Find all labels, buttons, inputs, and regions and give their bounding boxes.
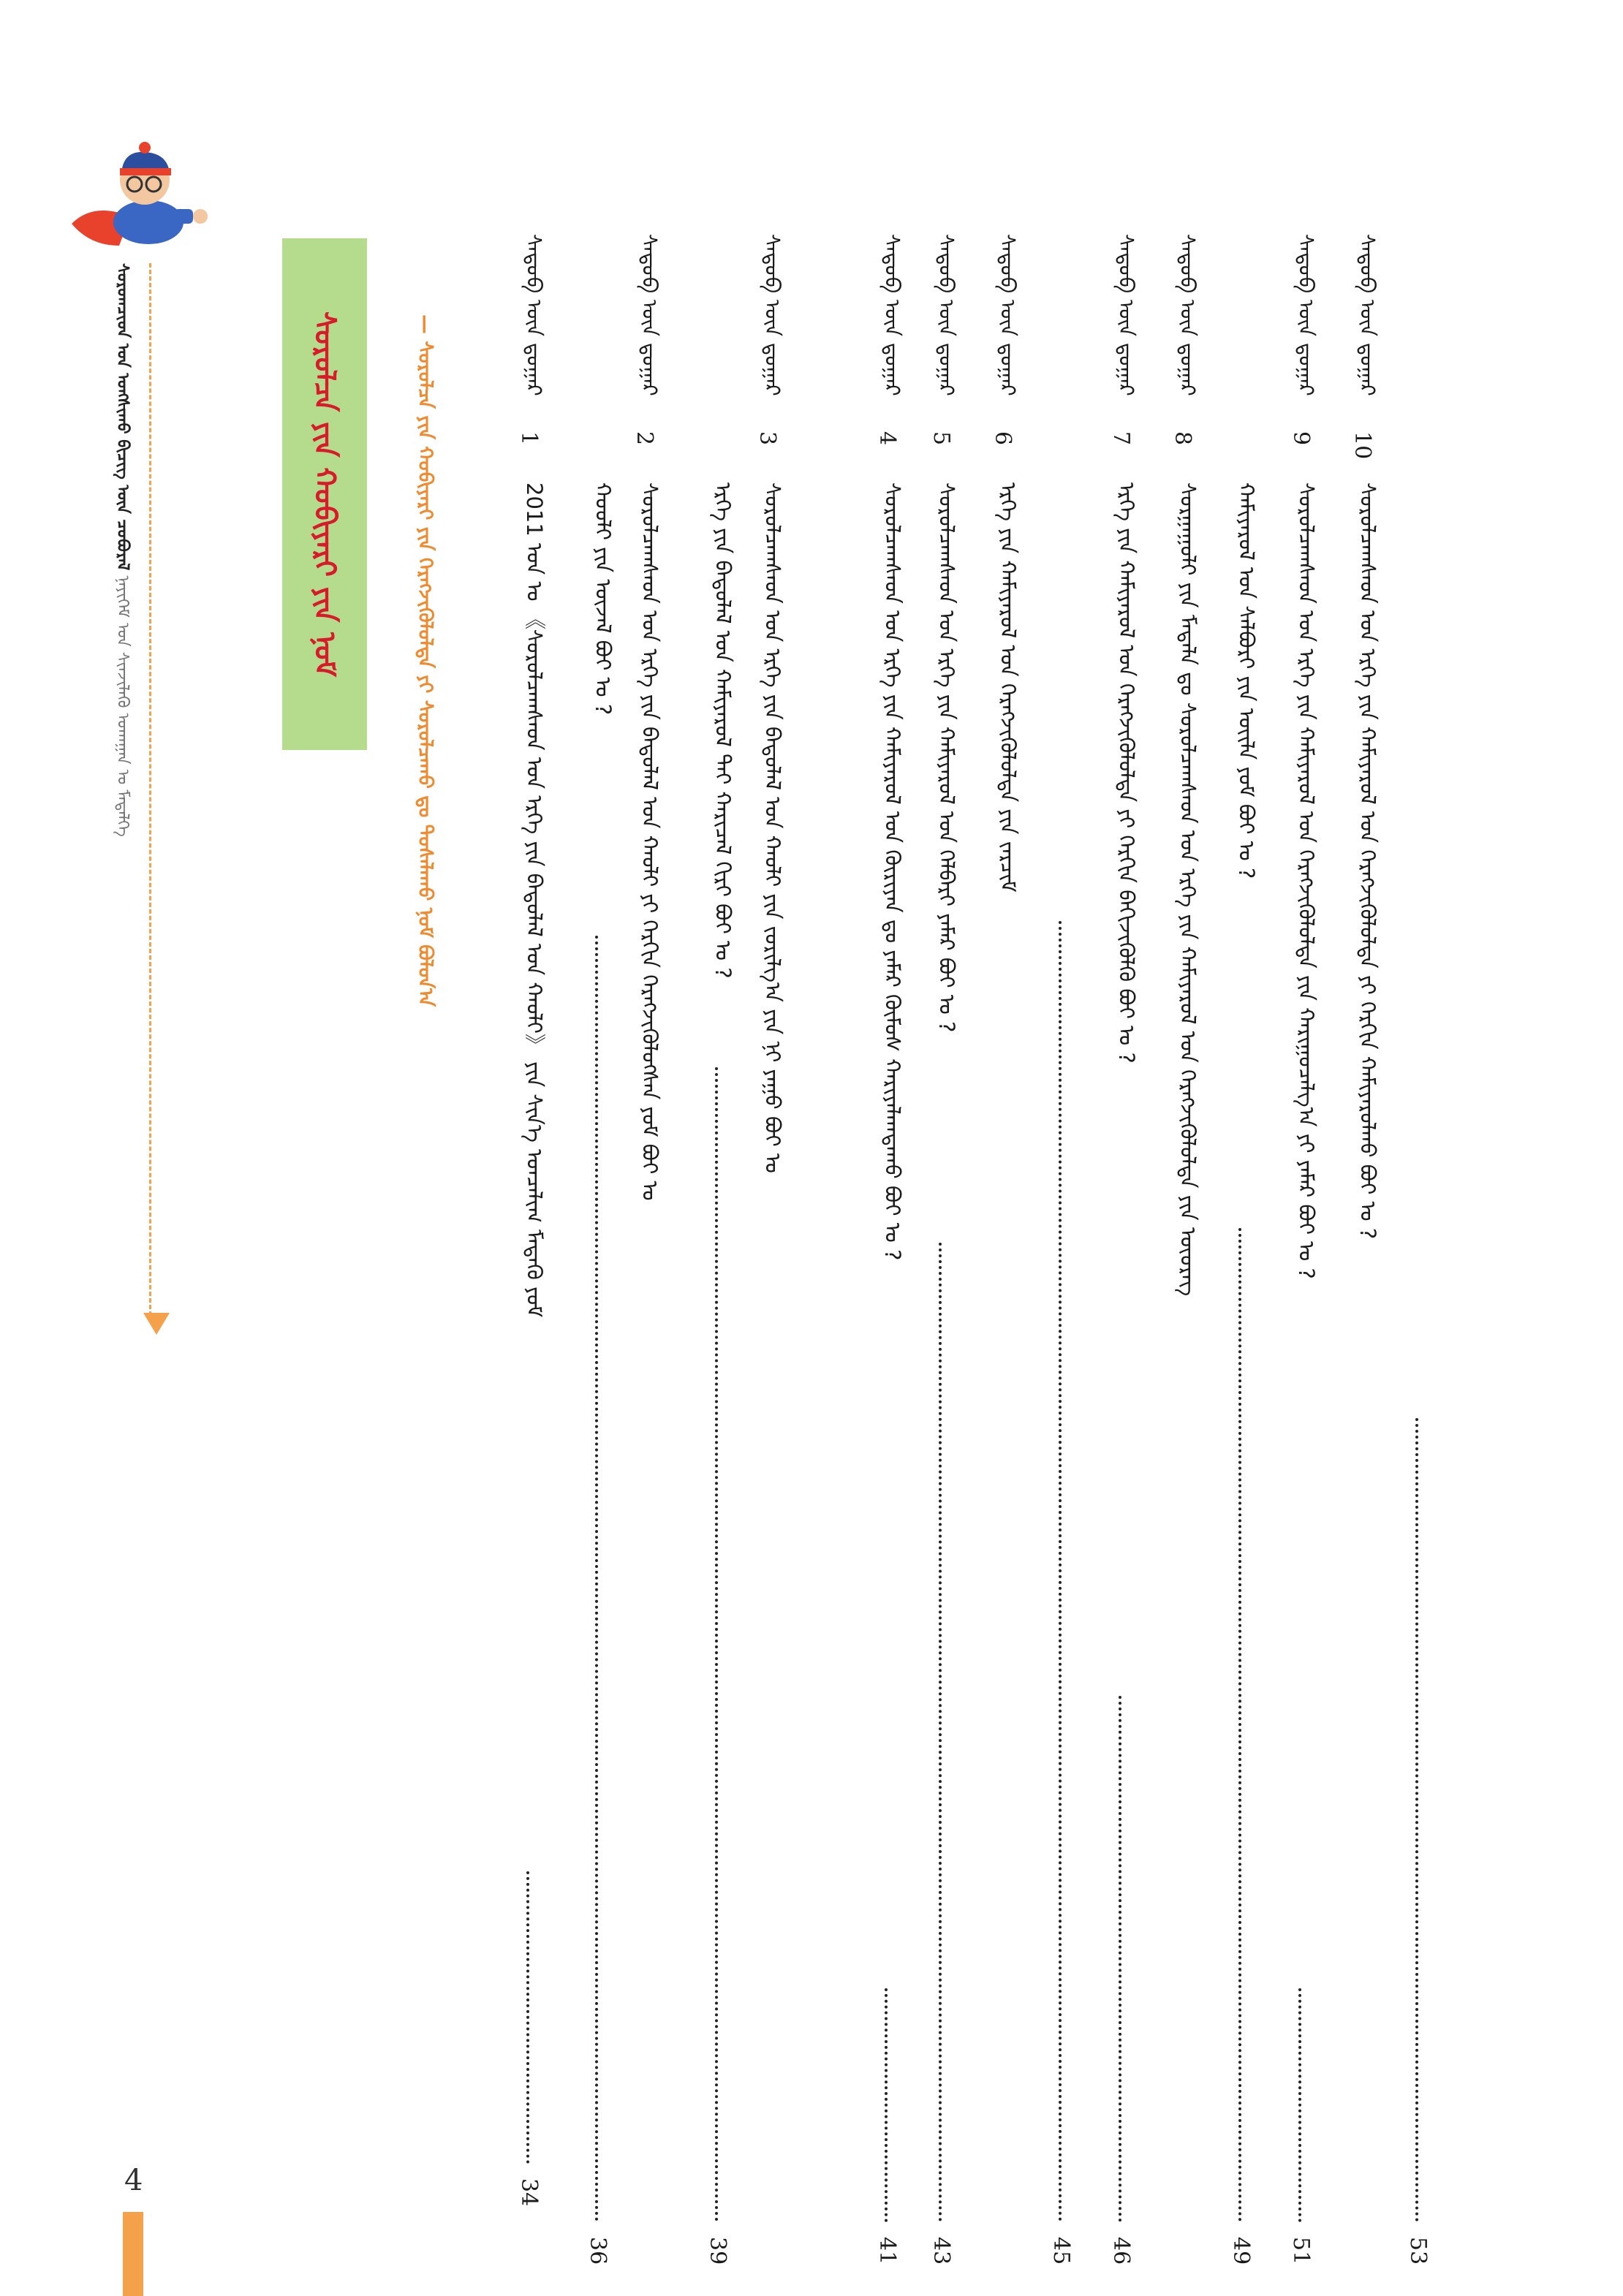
dot-leader — [1238, 1228, 1241, 2222]
entry-page: 39 — [705, 2237, 730, 2265]
entry-label: ᠰᠡᠳᠦᠪ ᠦᠨ ᠳ᠋ᠤᠭᠠᠷ — [880, 234, 904, 396]
entry-number: 2 — [632, 431, 657, 446]
entry-page: 41 — [874, 2237, 900, 2265]
entry-title: ᠰᠤᠷᠤᠯᠴᠠᠭᠰᠠᠳ ᠤᠨ ᠡᠷᠬᠡ ᠶᠢᠨ ᠬᠠᠮᠢᠶᠠᠷᠤᠯ ᠤᠨ ᠬᠡᠯᠪᠡᠷᠢ ᠶᠠᠮᠠᠷ ᠪᠤᠢ ᠤ ? — [934, 482, 959, 1033]
entry-title: ᠰᠤᠷᠤᠯᠴᠠᠭᠰᠠᠳ ᠤᠨ ᠡᠷᠬᠡ ᠶᠢᠨ ᠬᠠᠮᠢᠶᠠᠷᠤᠯ ᠤᠨ ᠬᠦᠷᠢᠶᠡᠨ ᠳᠤ ᠶᠠᠮᠠᠷ ᠬᠦᠮᠦᠰ ᠬᠠᠷᠢᠶᠠᠯᠠᠭᠳᠠᠬᠤ ᠪᠤᠢ ᠤ ? — [880, 482, 905, 1261]
dot-leader — [715, 1067, 718, 2222]
toc-entry-6[interactable] — [990, 234, 1021, 2076]
dot-leader — [526, 1871, 529, 2164]
entry-page: 51 — [1288, 2237, 1314, 2265]
section-subtitle: — ᠰᠤᠷᠤᠯᠴᠠ ᠶᠢᠨ ᠬᠤᠪᠢᠶᠠᠷᠢ ᠶᠢᠨ ᠬᠡᠷᠡᠭᠵᠢᠬᠦᠯᠦᠯᠲᠡ ᠶᠢ ᠰᠤᠷᠤᠯᠴᠠᠬᠤ ᠳᠤ ᠲᠤᠰᠠᠯᠠᠬᠤ ᠨᠤᠮ ᠪᠤᠯᠤᠨ᠎ᠠ — [414, 314, 436, 1007]
toc-entry-10-leader[interactable] — [1405, 234, 1436, 2265]
toc-entry-7[interactable] — [1108, 234, 1139, 2265]
dot-leader — [1119, 1696, 1121, 2222]
entry-number: 5 — [928, 431, 954, 446]
entry-title: ᠰᠤᠷᠭᠠᠭᠤᠯᠢ ᠶᠢᠨ ᠮᠡᠳᠡᠯᠡ ᠳᠤ ᠰᠤᠷᠤᠯᠴᠠᠭᠰᠠᠳ ᠤᠨ ᠡᠷᠬᠡ ᠶᠢᠨ ᠬᠠᠮᠢᠶᠠᠷᠤᠯ ᠤᠨ ᠬᠡᠷᠡᠭᠵᠢᠬᠦᠯᠦᠯᠲᠡ ᠶᠢᠨ ᠦᠦᠷᠡᠭ — [1176, 482, 1200, 1297]
toc-entry-2-cont[interactable] — [585, 234, 616, 2265]
entry-title: ᠰᠤᠷᠤᠯᠴᠠᠭᠰᠠᠳ ᠤᠨ ᠡᠷᠬᠡ ᠶᠢᠨ ᠬᠠᠮᠢᠶᠠᠷᠤᠯ ᠤᠨ ᠬᠡᠷᠡᠭᠵᠢᠬᠦᠯᠦᠯᠲᠡ ᠶᠢ ᠬᠡᠷᠬᠢᠨ ᠬᠠᠮᠢᠶᠠᠷᠤᠯᠬᠤ ᠪᠤᠢ ᠤ ? — [1355, 482, 1380, 1240]
dot-leader — [1298, 1988, 1301, 2222]
entry-page: 46 — [1108, 2237, 1134, 2265]
page-number: 4 — [124, 2164, 143, 2197]
entry-label: ᠰᠡᠳᠦᠪ ᠦᠨ ᠳ᠋ᠤᠭᠠᠷ — [638, 234, 662, 396]
toc-entry-3[interactable] — [754, 234, 785, 2076]
entry-title: 2011 ᠤᠨ ᠤ 《ᠰᠤᠷᠤᠯᠴᠠᠭᠰᠠᠳ ᠤᠨ ᠡᠷᠬᠡ ᠶᠢᠨ ᠪᠠᠲᠤᠯᠠᠯ ᠤᠨ ᠬᠠᠤᠯᠢ》 ᠶᠢᠨ ᠰᠢᠨ᠎ᠡ ᠣᠨᠴᠠᠯᠢᠭ ᠮᠡᠳᠡᠬᠦ ᠶᠤᠮ — [522, 482, 547, 1318]
entry-number: 1 — [516, 431, 542, 446]
entry-page: 43 — [928, 2237, 954, 2265]
page-tab-marker — [123, 2212, 143, 2296]
series-title: ᠰᠤᠷᠤᠭᠴᠢᠳ ᠤᠨ ᠤᠩᠰᠢᠬᠤ ᠪᠢᠴᠢᠭ ᠦᠨ ᠴᠤᠪᠤᠷᠠᠯ — [113, 263, 132, 571]
toc-entry-1[interactable] — [516, 234, 547, 2207]
arrow-down-icon — [143, 1313, 170, 1335]
entry-label: ᠰᠡᠳᠦᠪ ᠦᠨ ᠳ᠋ᠤᠭᠠᠷ — [1114, 234, 1138, 396]
toc-entry-9[interactable] — [1288, 234, 1319, 2265]
entry-number: 7 — [1108, 431, 1134, 446]
entry-title: ᠡᠷᠬᠡ ᠶᠢᠨ ᠬᠠᠮᠢᠶᠠᠷᠤᠯ ᠤᠨ ᠬᠡᠷᠡᠭᠵᠢᠬᠦᠯᠦᠯᠲᠡ ᠶᠢ ᠬᠡᠷᠬᠢᠨ ᠪᠡᠬᠢᠵᠢᠬᠦᠯᠬᠦ ᠪᠤᠢ ᠤ ? — [1114, 482, 1139, 1064]
running-header — [108, 263, 136, 837]
entry-number: 8 — [1170, 431, 1195, 446]
entry-title: ᠰᠤᠷᠤᠯᠴᠠᠭᠰᠠᠳ ᠤᠨ ᠡᠷᠬᠡ ᠶᠢᠨ ᠬᠠᠮᠢᠶᠠᠷᠤᠯ ᠤᠨ ᠬᠡᠷᠡᠭᠵᠢᠬᠦᠯᠦᠯᠲᠡ ᠶᠢᠨ ᠬᠠᠷᠢᠭᠤᠴᠠᠯᠭ᠎ᠠ ᠶᠢ ᠶᠠᠮᠠᠷ ᠪᠤᠢ ᠤ ? — [1294, 482, 1319, 1279]
entry-page: 53 — [1405, 2237, 1431, 2265]
entry-number: 6 — [990, 431, 1015, 446]
dot-leader — [595, 936, 598, 2222]
entry-label: ᠰᠡᠳᠦᠪ ᠦᠨ ᠳ᠋ᠤᠭᠠᠷ — [760, 234, 784, 396]
entry-title: ᠰᠤᠷᠤᠯᠴᠠᠭᠰᠠᠳ ᠤᠨ ᠡᠷᠬᠡ ᠶᠢᠨ ᠪᠠᠲᠤᠯᠠᠯ ᠤᠨ ᠬᠠᠤᠯᠢ ᠶᠢᠨ ᠵᠤᠷᠢᠯᠭ᠎ᠠ ᠶᠢᠨ ᠨᠢ ᠶᠠᠭᠤ ᠪᠤᠢ ᠤ — [760, 482, 785, 1173]
dot-leader — [885, 1988, 888, 2222]
entry-title-cont: ᠬᠤᠤᠯᠢ ᠶᠢᠨ ᠦᠵᠡᠯ ᠪᠤᠢ ᠤ ? — [591, 482, 616, 716]
toc-entry-8-cont[interactable] — [1228, 234, 1259, 2265]
dot-leader — [1059, 921, 1062, 2222]
entry-title: ᠰᠤᠷᠤᠯᠴᠠᠭᠰᠠᠳ ᠤᠨ ᠡᠷᠬᠡ ᠶᠢᠨ ᠪᠠᠲᠤᠯᠠᠯ ᠤᠨ ᠬᠠᠤᠯᠢ ᠶᠢ ᠬᠡᠷᠬᠢᠨ ᠬᠡᠷᠡᠭᠵᠢᠬᠦᠯᠦᠭᠰᠡᠨ ᠶᠤᠮ ᠪᠤᠢ ᠤ — [638, 482, 662, 1201]
entry-label: ᠰᠡᠳᠦᠪ ᠦᠨ ᠳ᠋ᠤᠭᠠᠷ — [1176, 234, 1200, 396]
toc-entry-4[interactable] — [874, 234, 905, 2265]
entry-page: 45 — [1048, 2237, 1074, 2265]
entry-title-cont: ᠬᠠᠮᠢᠶᠠᠷᠤᠯ ᠤᠨ ᠰᠠᠯᠪᠤᠷᠢ ᠶᠢᠨ ᠦᠢᠯᠡ ᠶᠤᠮ ᠪᠤᠢ ᠤ ? — [1234, 482, 1259, 879]
entry-number: 9 — [1288, 431, 1314, 446]
entry-page: 49 — [1228, 2237, 1254, 2265]
entry-title: ᠡᠷᠬᠡ ᠶᠢᠨ ᠬᠠᠮᠢᠶᠠᠷᠤᠯ ᠤᠨ ᠬᠡᠷᠡᠭᠵᠢᠬᠦᠯᠦᠯᠲᠡ ᠶᠢᠨ ᠵᠠᠷᠴᠢᠮ — [996, 482, 1021, 893]
section-title: ᠰᠤᠷᠤᠯᠴᠠ ᠶᠢᠨ ᠬᠤᠪᠢᠶᠠᠷᠢ ᠶᠢᠨ ᠨᠤᠮ — [308, 311, 341, 677]
mascot-boy-illustration — [64, 136, 225, 268]
entry-page: 36 — [585, 2237, 610, 2265]
toc-entry-10[interactable] — [1350, 234, 1380, 2076]
section-title-box — [282, 238, 367, 750]
dot-leader — [939, 1243, 942, 2222]
header-divider — [149, 263, 151, 1316]
toc-entry-8[interactable] — [1170, 234, 1200, 2076]
toc-entry-2[interactable] — [632, 234, 662, 2076]
entry-label: ᠰᠡᠳᠦᠪ ᠦᠨ ᠳ᠋ᠤᠭᠠᠷ — [996, 234, 1020, 396]
toc-entry-3-cont[interactable] — [705, 234, 735, 2265]
entry-label: ᠰᠡᠳᠦᠪ ᠦᠨ ᠳ᠋ᠤᠭᠠᠷ — [934, 234, 958, 396]
dot-leader — [1415, 1418, 1418, 2222]
entry-number: 3 — [754, 431, 780, 446]
entry-label: ᠰᠡᠳᠦᠪ ᠦᠨ ᠳ᠋ᠤᠭᠠᠷ — [1355, 234, 1380, 396]
entry-label: ᠰᠡᠳᠦᠪ ᠦᠨ ᠳ᠋ᠤᠭᠠᠷ — [1294, 234, 1318, 396]
entry-page: 34 — [516, 2178, 542, 2207]
series-subtitle: ᠨᠡᠶᠢᠭᠡᠮ ᠤᠨ ᠰᠢᠨᠵᠢᠯᠡᠬᠦ ᠤᠬᠠᠭᠠᠨ ᠤ ᠮᠡᠳᠡᠯᠭᠡ — [113, 575, 132, 837]
entry-number: 4 — [874, 431, 900, 446]
entry-title-cont: ᠡᠷᠬᠡ ᠶᠢᠨ ᠪᠠᠲᠤᠯᠠᠯ ᠤᠨ ᠬᠠᠮᠢᠶᠠᠷᠤᠯ ᠲᠠᠢ ᠬᠠᠷᠢᠴᠠᠯ ᠬᠢᠷᠢ ᠪᠤᠢ ᠤ ? — [711, 482, 735, 979]
entry-label: ᠰᠡᠳᠦᠪ ᠦᠨ ᠳ᠋ᠤᠭᠠᠷ — [522, 234, 546, 396]
toc-entry-5[interactable] — [928, 234, 959, 2265]
entry-number: 10 — [1350, 431, 1375, 460]
toc-entry-6-leader[interactable] — [1048, 234, 1079, 2265]
